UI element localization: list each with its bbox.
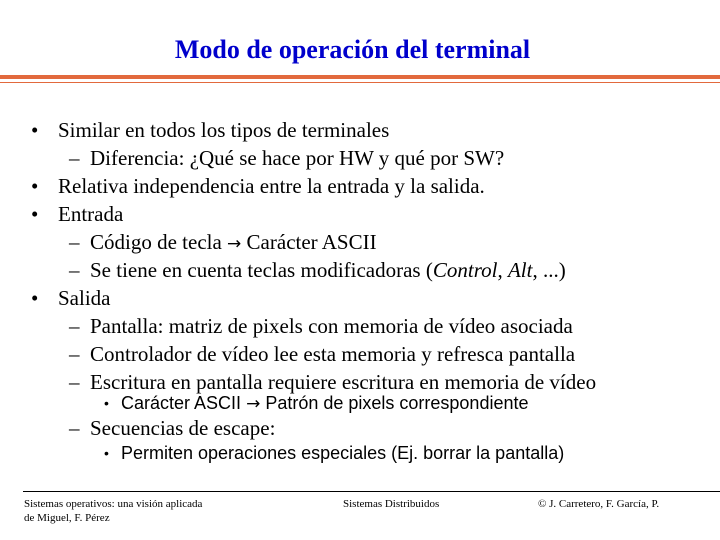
title-rule-thick (0, 75, 720, 79)
footer-book-title (24, 497, 264, 525)
control-key-text: Control (432, 258, 498, 282)
footer-copyright: © J. Carretero, F. García, P. (538, 498, 660, 510)
bullet-marker: • (31, 118, 39, 142)
title-rule-thin (0, 82, 720, 83)
dash-marker: – (69, 416, 80, 440)
alt-key-text: Alt (507, 258, 533, 282)
right-arrow-icon: → (227, 234, 242, 254)
bullet-marker: • (31, 286, 39, 310)
sub-item-text: Pantalla: matriz de pixels con memoria de vídeo asociada (90, 314, 573, 338)
sub-sub-item-text (121, 391, 529, 416)
sub-item-text: Diferencia: ¿Qué se hace por HW y qué por SW? (90, 146, 505, 170)
bullet-marker: • (104, 445, 109, 461)
bullet-text: Salida (58, 286, 111, 310)
sub-item-text (90, 229, 377, 258)
dash-marker: – (69, 314, 80, 338)
modifier-keys-text: Se tiene en cuenta teclas modificadoras ( (90, 258, 433, 282)
footer-book-line2: de Miguel, F. Pérez (24, 512, 110, 524)
bullet-text: Relativa independencia entre la entrada y la salida. (58, 174, 485, 198)
right-arrow-icon: → (246, 394, 261, 414)
bullet-text: Similar en todos los tipos de terminales (58, 118, 390, 142)
key-code-text: Código de tecla (90, 230, 222, 254)
bullet-text: Entrada (58, 202, 124, 226)
sub-item-text: Secuencias de escape: (90, 416, 276, 440)
dash-marker: – (69, 370, 80, 394)
bullet-marker: • (104, 395, 109, 411)
sub-item-text: Controlador de vídeo lee esta memoria y refresca pantalla (90, 342, 576, 366)
bullet-marker: • (31, 202, 39, 226)
sub-sub-item-text: Permiten operaciones especiales (Ej. borrar la pantalla) (121, 443, 565, 463)
slide-title: Modo de operación del terminal (174, 35, 531, 64)
bullet-marker: • (31, 174, 39, 198)
ascii-char-text: Carácter ASCII (246, 230, 377, 254)
ellipsis-text: , ...) (532, 258, 566, 282)
dash-marker: – (69, 146, 80, 170)
footer-course: Sistemas Distribuidos (343, 498, 440, 510)
dash-marker: – (69, 230, 80, 254)
dash-marker: – (69, 258, 80, 282)
footer-rule (23, 491, 720, 492)
ascii-char-text: Carácter ASCII (121, 393, 242, 413)
comma-text: , (497, 258, 508, 282)
sub-item-text (90, 257, 566, 284)
pixel-pattern-text: Patrón de pixels correspondiente (265, 393, 529, 413)
dash-marker: – (69, 342, 80, 366)
footer-book-line1: Sistemas operativos: una visión aplicada (24, 498, 203, 510)
sub-item-text: Escritura en pantalla requiere escritura en memoria de vídeo (90, 370, 597, 394)
